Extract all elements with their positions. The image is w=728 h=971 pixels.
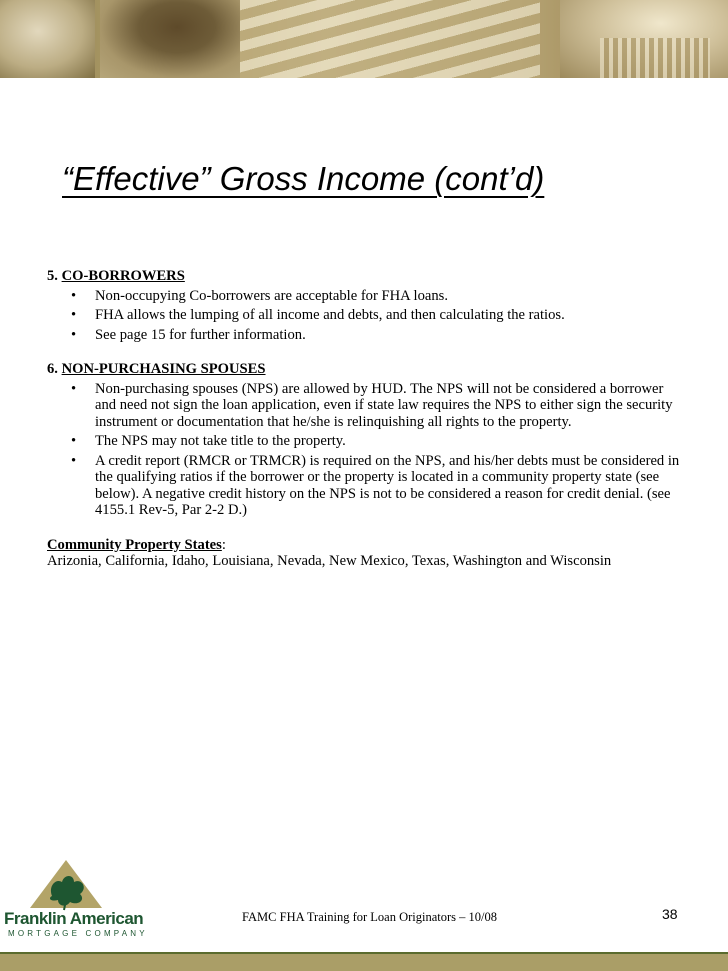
bullet-icon: • (71, 380, 77, 397)
community-property-heading (47, 537, 687, 554)
banner-flag (240, 0, 540, 78)
section-title: CO-BORROWERS (61, 268, 185, 284)
slide-body (47, 268, 687, 570)
bullet-icon: • (71, 433, 77, 449)
bottom-bar-stripe (0, 952, 728, 954)
page-number: 38 (662, 906, 678, 922)
slide-title: “Effective” Gross Income (cont’d) (62, 160, 545, 197)
list-item (47, 307, 687, 324)
section-title: NON-PURCHASING SPOUSES (61, 361, 266, 377)
bottom-decorative-bar (0, 952, 728, 971)
bullet-icon: • (71, 326, 77, 343)
community-heading-colon: : (221, 536, 226, 553)
bullet-icon: • (71, 452, 77, 469)
co-borrowers-list (47, 288, 687, 344)
section-heading-nps (47, 361, 687, 378)
banner-capitol-pillars (600, 38, 710, 78)
list-item-text: A credit report (RMCR or TRMCR) is required on the NPS, and his/her debts must be considered in the qualifying ratios if the borrower or the property is located in a community property state (see below). A negative credit history on the NPS is not to be considered a reason for credit denial. (see 4155.1 Rev-5, Par 2-2 D.) (95, 452, 680, 518)
logo-company-name: Franklin American (4, 909, 144, 928)
list-item (47, 288, 687, 305)
banner-person-left (0, 0, 95, 78)
community-heading-text: Community Property States (47, 536, 222, 553)
section-number: 5. (47, 268, 62, 284)
list-item-text: Non-purchasing spouses (NPS) are allowed by HUD. The NPS will not be considered a borrower and need not sign the loan application, even if state law requires the NPS to either sign the security instrument or documentation that he/she is relinquishing all rights to the property. (95, 380, 673, 430)
section-number: 6. (47, 361, 62, 377)
footer-text: FAMC FHA Training for Loan Originators – 10/08 (242, 910, 497, 924)
list-item (47, 327, 687, 344)
banner-person-right (100, 0, 240, 78)
logo-company-subtitle: MORTGAGE COMPANY (8, 929, 148, 938)
list-item (47, 453, 687, 519)
nps-list (47, 381, 687, 519)
list-item-text: Non-occupying Co-borrowers are acceptable for FHA loans. (95, 287, 448, 304)
bullet-icon: • (71, 307, 77, 323)
list-item-text: The NPS may not take title to the property. (95, 433, 346, 449)
header-banner-photo (0, 0, 728, 78)
list-item (47, 433, 687, 450)
list-item-text: FHA allows the lumping of all income and debts, and then calculating the ratios. (95, 307, 565, 323)
community-property-states: Arizonia, California, Idaho, Louisiana, Nevada, New Mexico, Texas, Washington and Wisconsin (47, 553, 612, 569)
list-item-text: See page 15 for further information. (95, 326, 306, 343)
list-item (47, 381, 687, 431)
section-heading-co-borrowers (47, 268, 687, 285)
bullet-icon: • (71, 287, 77, 304)
